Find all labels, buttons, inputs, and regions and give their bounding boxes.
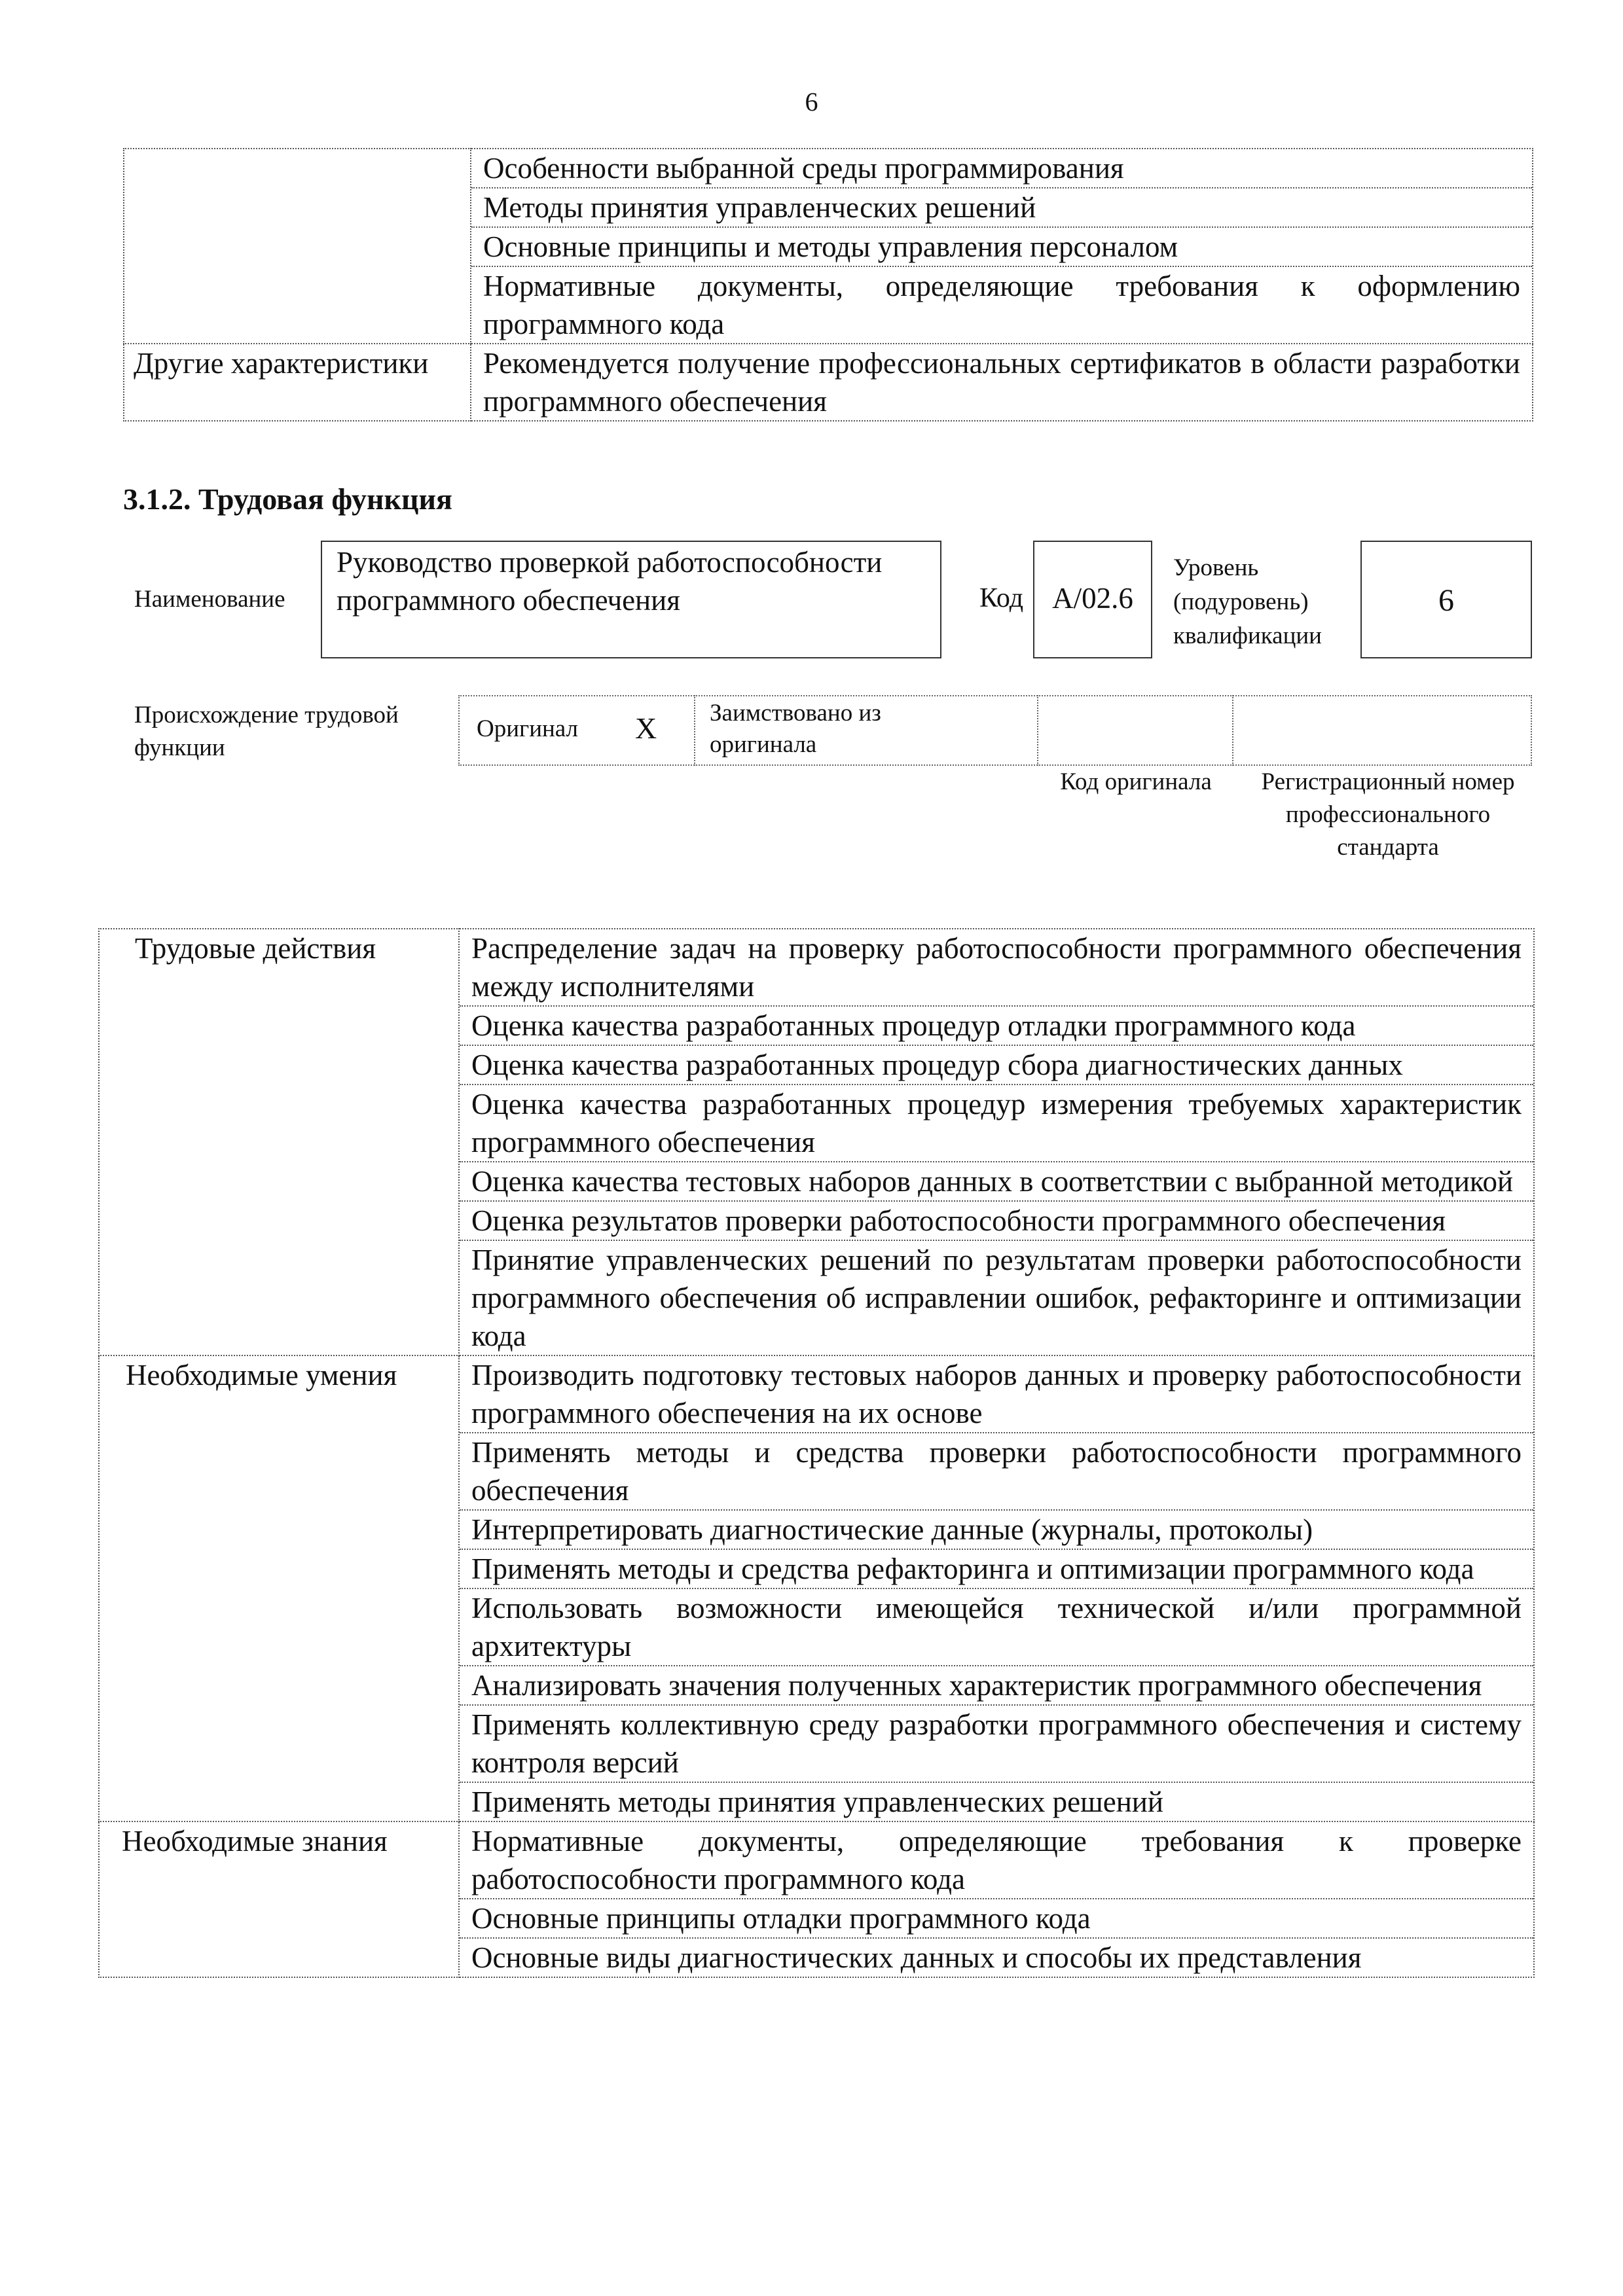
list-item: Оценка результатов проверки работоспособности программного обеспечения	[460, 1200, 1533, 1240]
list-item: Интерпретировать диагностические данные (журналы, протоколы)	[460, 1509, 1533, 1549]
list-item: Применять методы принятия управленческих решений	[460, 1782, 1533, 1821]
qualification-level: 6	[1438, 583, 1454, 618]
level-label: Уровень (подуровень) квалификации	[1173, 554, 1322, 649]
list-item: Принятие управленческих решений по результатам проверки работоспособности программного обеспечения об исправлении ошибок, рефакторинге и оптимизации кода	[460, 1240, 1533, 1355]
skills-list	[459, 1355, 1534, 1821]
name-label: Наименование	[134, 586, 285, 613]
list-item: Методы принятия управленческих решений	[471, 187, 1532, 226]
origin-divider	[1232, 695, 1233, 766]
list-item: Производить подготовку тестовых наборов данных и проверку работоспособности программного обеспечения на их основе	[471, 1359, 1522, 1429]
list-item: Нормативные документы, определяющие требования к оформлению программного кода	[471, 266, 1532, 343]
knowledge-label: Необходимые знания	[99, 1821, 459, 1977]
borrowed-label: Заимствовано из оригинала	[710, 700, 881, 758]
list-item: Применять методы и средства рефакторинга и оптимизации программного кода	[460, 1549, 1533, 1588]
code-original-caption: Код оригинала	[1060, 768, 1212, 795]
list-item: Использовать возможности имеющейся технической и/или программной архитектуры	[460, 1588, 1533, 1665]
labor-function-table	[98, 928, 1535, 1978]
list-item: Оценка качества разработанных процедур сбора диагностических данных	[460, 1045, 1533, 1084]
original-mark: X	[635, 711, 657, 745]
other-characteristics-label: Другие характеристики	[124, 344, 471, 421]
list-item: Нормативные документы, определяющие требования к проверке работоспособности программного кода	[471, 1825, 1522, 1895]
empty-category-cell	[124, 149, 471, 344]
function-code: A/02.6	[1052, 582, 1133, 615]
code-label: Код	[979, 583, 1024, 613]
page-number: 6	[805, 87, 818, 117]
list-item: Оценка качества разработанных процедур измерения требуемых характеристик программного обеспечения	[460, 1084, 1533, 1161]
other-characteristics-value: Рекомендуется получение профессиональных сертификатов в области разработки программного обеспечения	[483, 347, 1520, 418]
list-item: Основные виды диагностических данных и способы их представления	[460, 1937, 1533, 1977]
section-title: 3.1.2. Трудовая функция	[123, 482, 452, 516]
code-box	[1033, 541, 1152, 658]
name-box	[321, 541, 941, 658]
function-name: Руководство проверкой работоспособности программного обеспечения	[337, 546, 883, 617]
list-item: Оценка качества тестовых наборов данных в соответствии с выбранной методикой	[460, 1161, 1533, 1200]
list-item: Основные принципы отладки программного кода	[460, 1898, 1533, 1937]
knowledge-list	[459, 1821, 1534, 1977]
reg-number-caption: Регистрационный номер профессионального стандарта	[1261, 768, 1515, 861]
list-item: Анализировать значения полученных характеристик программного обеспечения	[460, 1665, 1533, 1704]
level-box	[1360, 541, 1532, 658]
list-item: Особенности выбранной среды программирования	[483, 152, 1124, 185]
other-characteristics-cell	[471, 344, 1533, 421]
original-label: Оригинал	[477, 715, 579, 742]
origin-label: Происхождение трудовой функции	[134, 702, 399, 761]
continuation-items	[471, 149, 1533, 344]
skills-label: Необходимые умения	[99, 1355, 459, 1821]
list-item: Применять методы и средства проверки работоспособности программного обеспечения	[460, 1432, 1533, 1509]
list-item: Применять коллективную среду разработки программного обеспечения и систему контроля версий	[460, 1704, 1533, 1782]
actions-label: Трудовые действия	[99, 929, 459, 1355]
actions-list	[459, 929, 1534, 1355]
list-item: Оценка качества разработанных процедур отладки программного кода	[460, 1005, 1533, 1045]
list-item: Основные принципы и методы управления персоналом	[471, 226, 1532, 266]
list-item: Распределение задач на проверку работоспособности программного обеспечения между исполнителями	[471, 932, 1522, 1003]
previous-function-table	[123, 148, 1533, 422]
